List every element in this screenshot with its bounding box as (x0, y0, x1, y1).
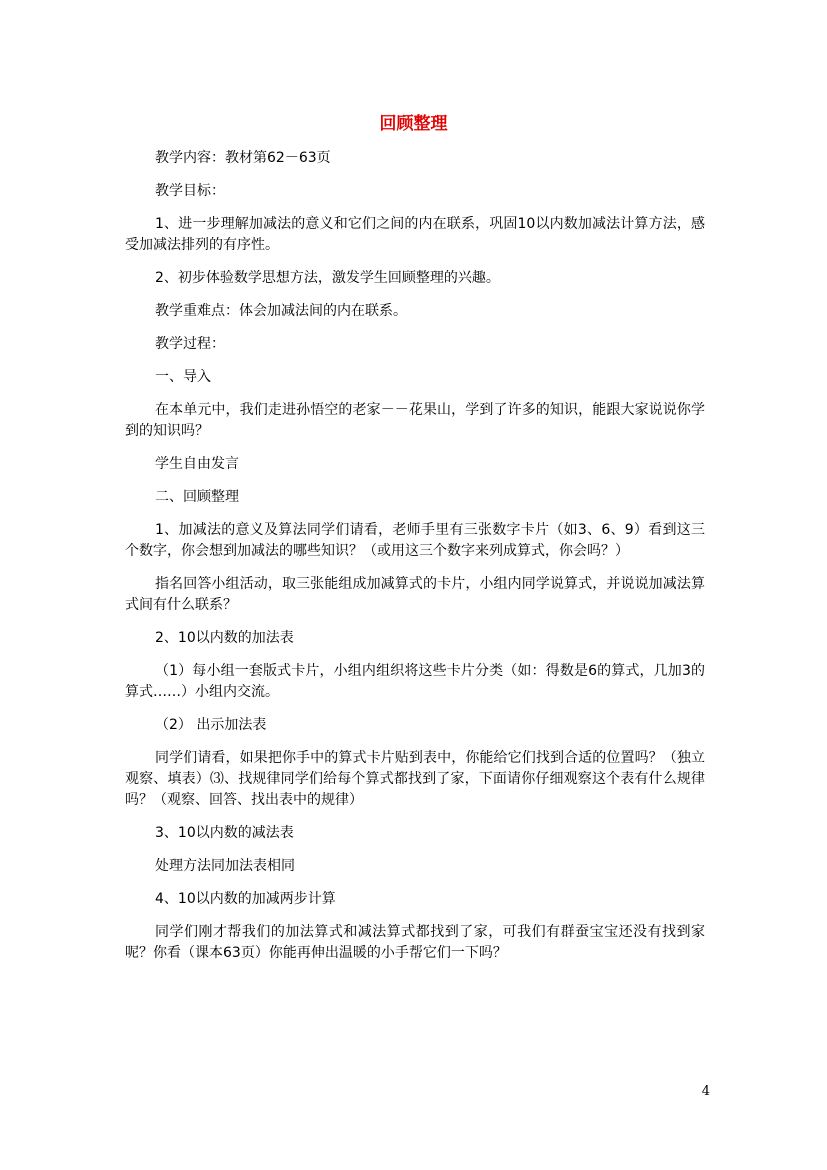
paragraph-find-rules: 同学们请看，如果把你手中的算式卡片贴到表中，你能给它们找到合适的位置吗？（独立观察、填表）⑶、找规律同学们给每个算式都找到了家，下面请你仔细观察这个表有什么规律吗？（观察、回答、找出表中的规律） (125, 750, 705, 808)
paragraph-silkworms: 同学们刚才帮我们的加法算式和减法算式都找到了家，可我们有群蚕宝宝还没有找到家呢？你看（课本63页）你能再伸出温暖的小手帮它们一下吗？ (125, 924, 705, 961)
paragraph-show-table: （2） 出示加法表 (155, 717, 267, 733)
paragraph-goals-heading: 教学目标： (155, 183, 225, 199)
paragraph-process-heading: 教学过程： (155, 336, 225, 352)
paragraph-goal-2: 2、初步体验数学思想方法，激发学生回顾整理的兴趣。 (155, 270, 500, 286)
paragraph-students-speak: 学生自由发言 (155, 456, 239, 472)
paragraph-cards: （1）每小组一套版式卡片，小组内组织将这些卡片分类（如：得数是6的算式，几加3的算式……）小组内交流。 (125, 663, 705, 700)
paragraph-content: 教学内容：教材第62－63页 (155, 150, 331, 166)
document-body (125, 148, 705, 976)
paragraph-section-1: 一、导入 (155, 369, 211, 385)
paragraph-meaning: 1、加减法的意义及算法同学们请看，老师手里有三张数字卡片（如3、6、9）看到这三个数字，你会想到加减法的哪些知识？（或用这三个数字来列成算式，你会吗？） (125, 522, 705, 559)
paragraph-goal-1: 1、进一步理解加减法的意义和它们之间的内在联系，巩固10以内数加减法计算方法，感受加减法排列的有序性。 (125, 216, 705, 253)
paragraph-key-points: 教学重难点：体会加减法间的内在联系。 (155, 303, 407, 319)
page-number: 4 (701, 1084, 710, 1099)
paragraph-subtraction-table: 3、10以内数的减法表 (155, 825, 294, 841)
paragraph-same-method: 处理方法同加法表相同 (155, 858, 295, 874)
paragraph-section-2: 二、回顾整理 (155, 489, 239, 505)
paragraph-addition-table: 2、10以内数的加法表 (155, 630, 294, 646)
paragraph-two-step: 4、10以内数的加减两步计算 (155, 891, 336, 907)
paragraph-intro: 在本单元中，我们走进孙悟空的老家－－花果山，学到了许多的知识，能跟大家说说你学到的知识吗？ (125, 402, 705, 439)
document-title: 回顾整理 (379, 114, 448, 134)
paragraph-group-activity: 指名回答小组活动，取三张能组成加减算式的卡片，小组内同学说算式，并说说加减法算式间有什么联系？ (125, 576, 705, 613)
